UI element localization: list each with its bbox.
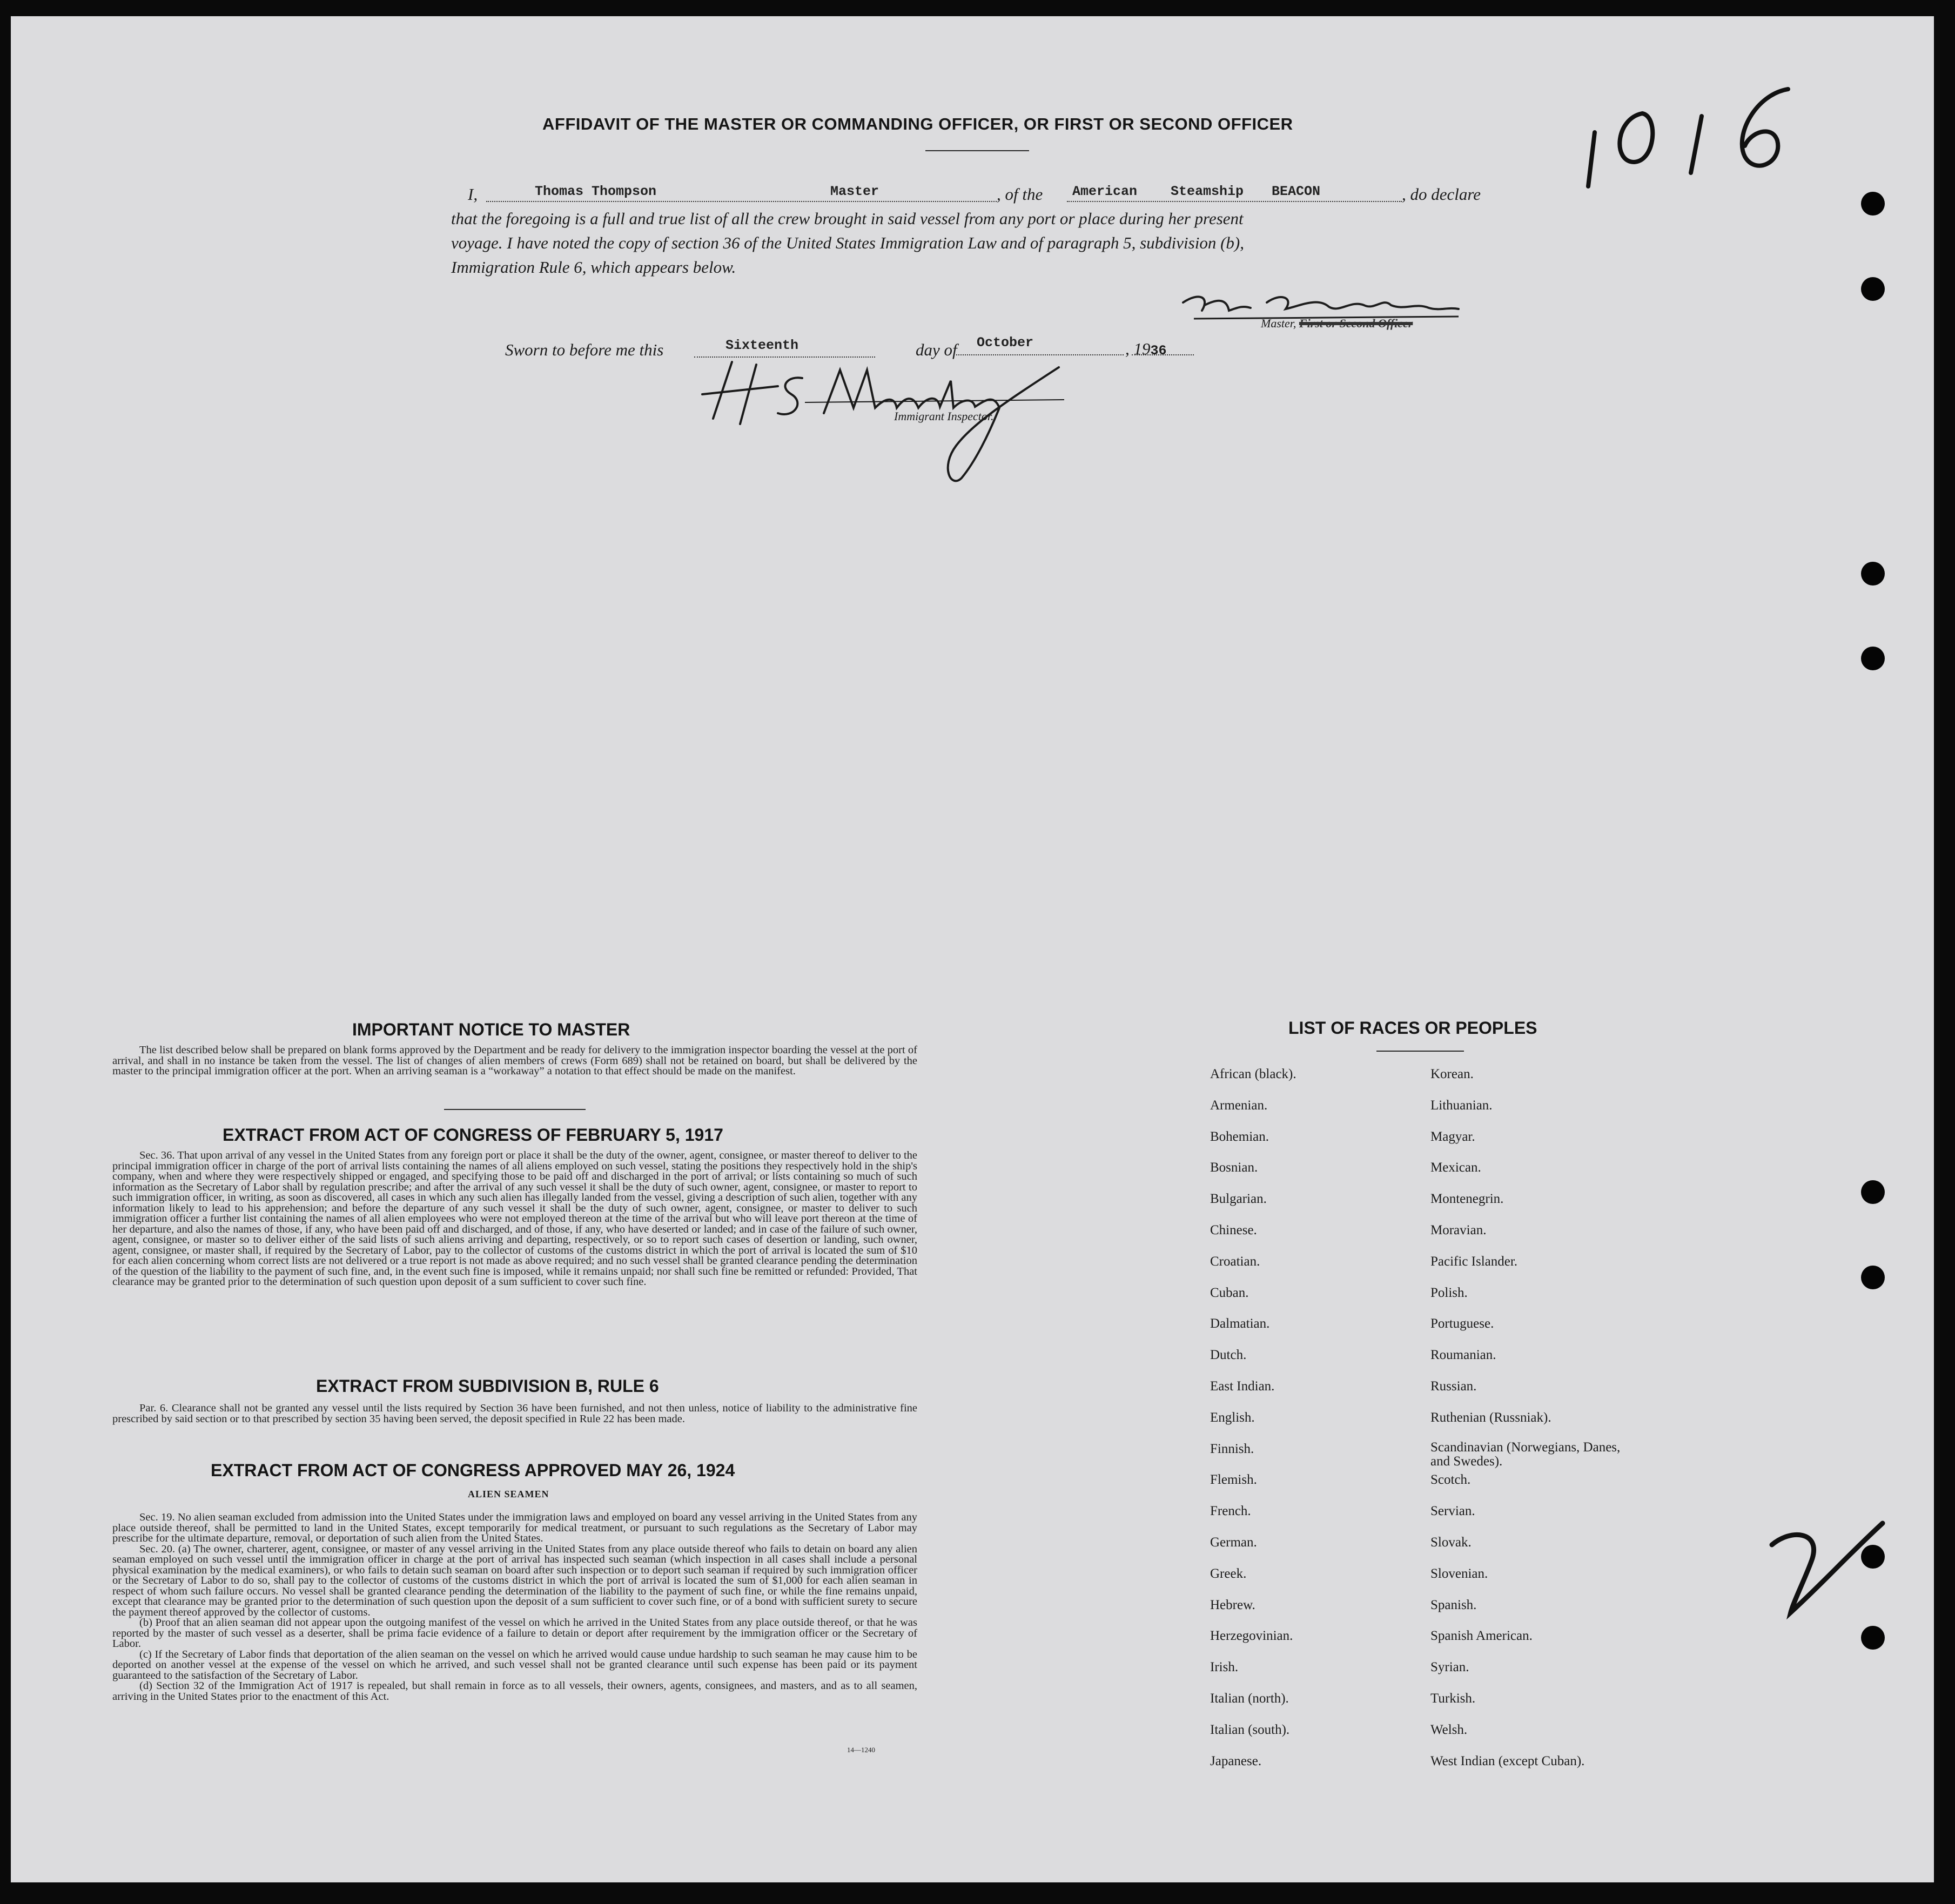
- vessel-line: [1067, 201, 1402, 202]
- binder-hole-2: [1861, 277, 1885, 301]
- extract1-paragraph: Sec. 36. That upon arrival of any vessel in the United States from any foreign port or place it shall be the duty of the owner, agent, consignee, or master thereof to deliver to the principal immigration officer in charge of the port of arrival lists containing the names of all aliens employed on such vessel, stating the positions they respectively hold in the ship's company, when and where they were respectively shipped or engaged, and specifying those to be paid off and discharged in the port of arrival; or lists containing so much of such information as the Secretary of Labor shall by regulation prescribe; and after the arrival of any such vessel it shall be the duty of such owner, agent, consignee, or master to report to such immigration officer, in writing, as soon as discovered, all cases in which any such alien has illegally landed from the vessel, giving a description of such alien, together with any information likely to lead to his apprehension; and before the departure of any such vessel it shall be the duty of such owner, agent, consignee, or master to deliver to such immigration officer a further list containing the names of all alien employees who were not employed thereon at the time of the arrival but who will leave port thereon at the time of her departure, and also the names of those, if any, who have been paid off and discharged, and of those, if any, who have deserted or landed; and in case of the failure of such owner, agent, consignee, or master so to deliver either of the said lists of such aliens arriving and departing, respectively, or so to report such cases of desertion or landing, such owner, agent, consignee, or master shall, if required by the Secretary of Labor, pay to the collector of customs of the customs district in which the port of arrival is located the sum of $10 for each alien concerning whom correct lists are not delivered or a true report is not made as above required; and no such vessel shall be granted clearance pending the determination of the question of the liability to the payment of such fine, and, in the event such fine is imposed, while it remains unpaid; nor shall such fine be remitted or refunded: Provided, That clearance may be granted prior to the determination of such question upon deposit of a sum sufficient to cover such fine.: [112, 1149, 917, 1288]
- race-item: Finnish.: [1210, 1441, 1254, 1456]
- declarant-prefix: I,: [468, 185, 478, 204]
- race-item: East Indian.: [1210, 1379, 1275, 1394]
- race-item: Mexican.: [1430, 1160, 1481, 1175]
- race-item: Syrian.: [1430, 1660, 1469, 1675]
- extract3-subtitle: ALIEN SEAMEN: [468, 1489, 549, 1499]
- declarant-line: [486, 201, 997, 202]
- race-item: Bohemian.: [1210, 1129, 1269, 1144]
- race-item: Irish.: [1210, 1660, 1239, 1675]
- declarant-name: Thomas Thompson: [535, 184, 657, 199]
- notice-divider: [444, 1109, 586, 1110]
- inspector-signature: [681, 348, 1070, 478]
- race-item: Servian.: [1430, 1504, 1475, 1519]
- race-item: Lithuanian.: [1430, 1098, 1493, 1113]
- race-item: Portuguese.: [1430, 1316, 1494, 1331]
- day-of-label: day of: [916, 340, 957, 359]
- affidavit-title: AFFIDAVIT OF THE MASTER OR COMMANDING OFFICER, OR FIRST OR SECOND OFFICER: [542, 115, 1293, 133]
- check-mark-drawing: [1769, 1520, 1888, 1618]
- check-mark: [1769, 1520, 1888, 1618]
- extract3-sec19: Sec. 19. No alien seaman excluded from admission into the United States under the immigration laws and employed on board any vessel arriving in the United States from any place outside thereof, shall be permitted to land in the United States, except temporarily for medical treatment, or pursuant to such regulations as the Secretary of Labor may prescribe for the ultimate departure, removal, or deportation of such alien from the United States.: [112, 1511, 917, 1544]
- form-number: 14—1240: [847, 1746, 875, 1754]
- race-item: Spanish.: [1430, 1597, 1477, 1612]
- race-item: Italian (south).: [1210, 1722, 1290, 1737]
- race-item: Bosnian.: [1210, 1160, 1258, 1175]
- extract3-text: [112, 1512, 917, 1702]
- extract3-sec20d: (d) Section 32 of the Immigration Act of 1917 is repealed, but shall remain in force as to all vessels, their owners, agents, consignees, and masters, and as to all seamen, arriving in the United States prior to the enactment of this Act.: [112, 1680, 917, 1703]
- extract2-text: [112, 1403, 917, 1424]
- race-item: Montenegrin.: [1430, 1192, 1504, 1207]
- race-item: Flemish.: [1210, 1472, 1257, 1488]
- race-item: Pacific Islander.: [1430, 1254, 1518, 1269]
- year-suffix: 36: [1150, 343, 1167, 359]
- race-item: Herzegovinian.: [1210, 1629, 1293, 1644]
- race-item: Welsh.: [1430, 1722, 1468, 1737]
- binder-hole-4: [1861, 647, 1885, 670]
- handwritten-page-number: [1583, 81, 1831, 189]
- vessel-type: Steamship: [1171, 184, 1244, 199]
- race-item: German.: [1210, 1535, 1257, 1550]
- of-the-label: , of the: [997, 185, 1043, 204]
- title-divider: [925, 150, 1029, 151]
- race-item: Slovak.: [1430, 1535, 1472, 1550]
- race-item: Scandinavian (Norwegians, Danes, and Swedes).: [1430, 1439, 1621, 1469]
- race-item: Korean.: [1430, 1067, 1474, 1081]
- race-item: Cuban.: [1210, 1285, 1249, 1300]
- races-title: LIST OF RACES OR PEOPLES: [1288, 1018, 1537, 1038]
- handwritten-number-drawing: [1583, 81, 1831, 189]
- race-item: Japanese.: [1210, 1753, 1262, 1768]
- affidavit-body-line-3: Immigration Rule 6, which appears below.: [451, 258, 736, 277]
- extract3-sec20b: (b) Proof that an alien seaman did not appear upon the outgoing manifest of the vessel on which he arrived in the United States from any place outside thereof, or that he was reported by the master of such vessel as a deserter, shall be prima facie evidence of a failure to detain or deport after requirement by the immigration officer or the Secretary of Labor.: [112, 1617, 917, 1650]
- notice-paragraph: The list described below shall be prepared on blank forms approved by the Department and be ready for delivery to the immigration inspector boarding the vessel at the port of arrival, and shall in no instance be taken from the vessel. The list of changes of alien members of crews (Form 689) shall not be retained on board, but shall be delivered by the master to the principal immigration officer at the port. When an arriving seaman is a “workaway” a notation to that effect should be made on the manifest.: [112, 1044, 917, 1077]
- race-item: Hebrew.: [1210, 1597, 1255, 1612]
- notice-title: IMPORTANT NOTICE TO MASTER: [352, 1020, 630, 1039]
- race-item: Scotch.: [1430, 1472, 1471, 1488]
- race-item: Armenian.: [1210, 1098, 1268, 1113]
- signature-caption-struck: First or Second Officer: [1299, 317, 1413, 330]
- extract3-sec20a: Sec. 20. (a) The owner, charterer, agent, consignee, or master of any vessel arriving in the United States from any place outside thereof who fails to detain on board any alien seaman employed on such vessel until the immigration officer in charge at the port of arrival has inspected such seaman (which inspection in all cases shall include a personal physical examination by the medical examiners), or who fails to detain such seaman on board after such inspection or to deport such seaman if required by such immigration officer or the Secretary of Labor to do so, shall pay to the collector of customs of the customs district in which the port of arrival is located the sum of $1,000 for each alien seaman in respect of whom such failure occurs. No vessel shall be granted clearance pending the determination of the liability to the payment of such fine, or while the fine remains unpaid, except that clearance may be granted prior to the determination of such question upon the deposit of a sum sufficient to cover such fine, or of a bond with sufficient surety to secure the payment thereof approved by the collector of customs.: [112, 1543, 917, 1618]
- race-item: Greek.: [1210, 1566, 1247, 1581]
- signature-caption: [1261, 317, 1413, 331]
- inspector-caption: Immigrant Inspector.: [894, 409, 994, 423]
- extract2-paragraph: Par. 6. Clearance shall not be granted any vessel until the lists required by Section 36 have been furnished, and not then unless, notice of liability to the administrative fine prescribed by said section or to that prescribed by section 35 having been served, the deposit specified in Rule 22 has been made.: [112, 1402, 917, 1425]
- race-item: Dutch.: [1210, 1348, 1247, 1363]
- do-declare-label: , do declare: [1402, 185, 1481, 204]
- race-item: Bulgarian.: [1210, 1192, 1267, 1207]
- signature-caption-master: Master,: [1261, 317, 1296, 330]
- sworn-label: Sworn to before me this: [505, 340, 664, 359]
- race-item: French.: [1210, 1504, 1251, 1519]
- race-item: Turkish.: [1430, 1691, 1476, 1706]
- affidavit-body-line-2: voyage. I have noted the copy of section 36 of the United States Immigration Law and of paragraph 5, subdivision (b),: [451, 233, 1244, 252]
- races-divider: [1376, 1051, 1464, 1052]
- race-item: Russian.: [1430, 1379, 1477, 1394]
- race-item: Polish.: [1430, 1285, 1468, 1300]
- extract3-sec20c: (c) If the Secretary of Labor finds that deportation of the alien seaman on the vessel on which he arrived would cause undue hardship to such seaman he may cause him to be deported on another vessel at the expense of the vessel on which he arrived, and such vessel shall not be granted clearance until such expense has been paid or its payment guaranteed to the satisfaction of the Secretary of Labor.: [112, 1648, 917, 1681]
- year-prefix: , 19: [1125, 339, 1151, 358]
- vessel-nationality: American: [1072, 184, 1138, 199]
- extract3-title: EXTRACT FROM ACT OF CONGRESS APPROVED MAY 26, 1924: [211, 1461, 735, 1480]
- binder-hole-7: [1861, 1545, 1885, 1569]
- race-item: Spanish American.: [1430, 1629, 1533, 1644]
- race-item: African (black).: [1210, 1067, 1296, 1081]
- binder-hole-3: [1861, 562, 1885, 586]
- affidavit-body-line-1: that the foregoing is a full and true list of all the crew brought in said vessel from any port or place during her present: [451, 209, 1244, 228]
- binder-hole-6: [1861, 1266, 1885, 1289]
- race-item: Italian (north).: [1210, 1691, 1289, 1706]
- vessel-name: BEACON: [1272, 184, 1321, 199]
- race-item: Magyar.: [1430, 1129, 1475, 1144]
- sworn-month: October: [977, 335, 1034, 351]
- race-item: Croatian.: [1210, 1254, 1260, 1269]
- notice-text: [112, 1045, 917, 1077]
- binder-hole-5: [1861, 1180, 1885, 1204]
- sworn-year-line: [1132, 354, 1194, 355]
- extract1-text: [112, 1151, 917, 1288]
- inspector-signature-drawing: [681, 348, 1070, 478]
- declarant-position: Master: [830, 184, 879, 199]
- race-item: Ruthenian (Russniak).: [1430, 1410, 1551, 1425]
- race-item: English.: [1210, 1410, 1255, 1425]
- race-item: Slovenian.: [1430, 1566, 1488, 1581]
- binder-hole-1: [1861, 192, 1885, 216]
- binder-hole-8: [1861, 1626, 1885, 1650]
- sworn-day: Sixteenth: [725, 338, 799, 353]
- extract1-title: EXTRACT FROM ACT OF CONGRESS OF FEBRUARY 5, 1917: [223, 1125, 723, 1145]
- sworn-year: [1125, 339, 1167, 359]
- race-item: Moravian.: [1430, 1223, 1487, 1237]
- race-item: Chinese.: [1210, 1223, 1257, 1237]
- extract2-title: EXTRACT FROM SUBDIVISION B, RULE 6: [316, 1376, 659, 1396]
- race-item: West Indian (except Cuban).: [1430, 1753, 1585, 1768]
- race-item: Dalmatian.: [1210, 1316, 1270, 1331]
- race-item: Roumanian.: [1430, 1348, 1496, 1363]
